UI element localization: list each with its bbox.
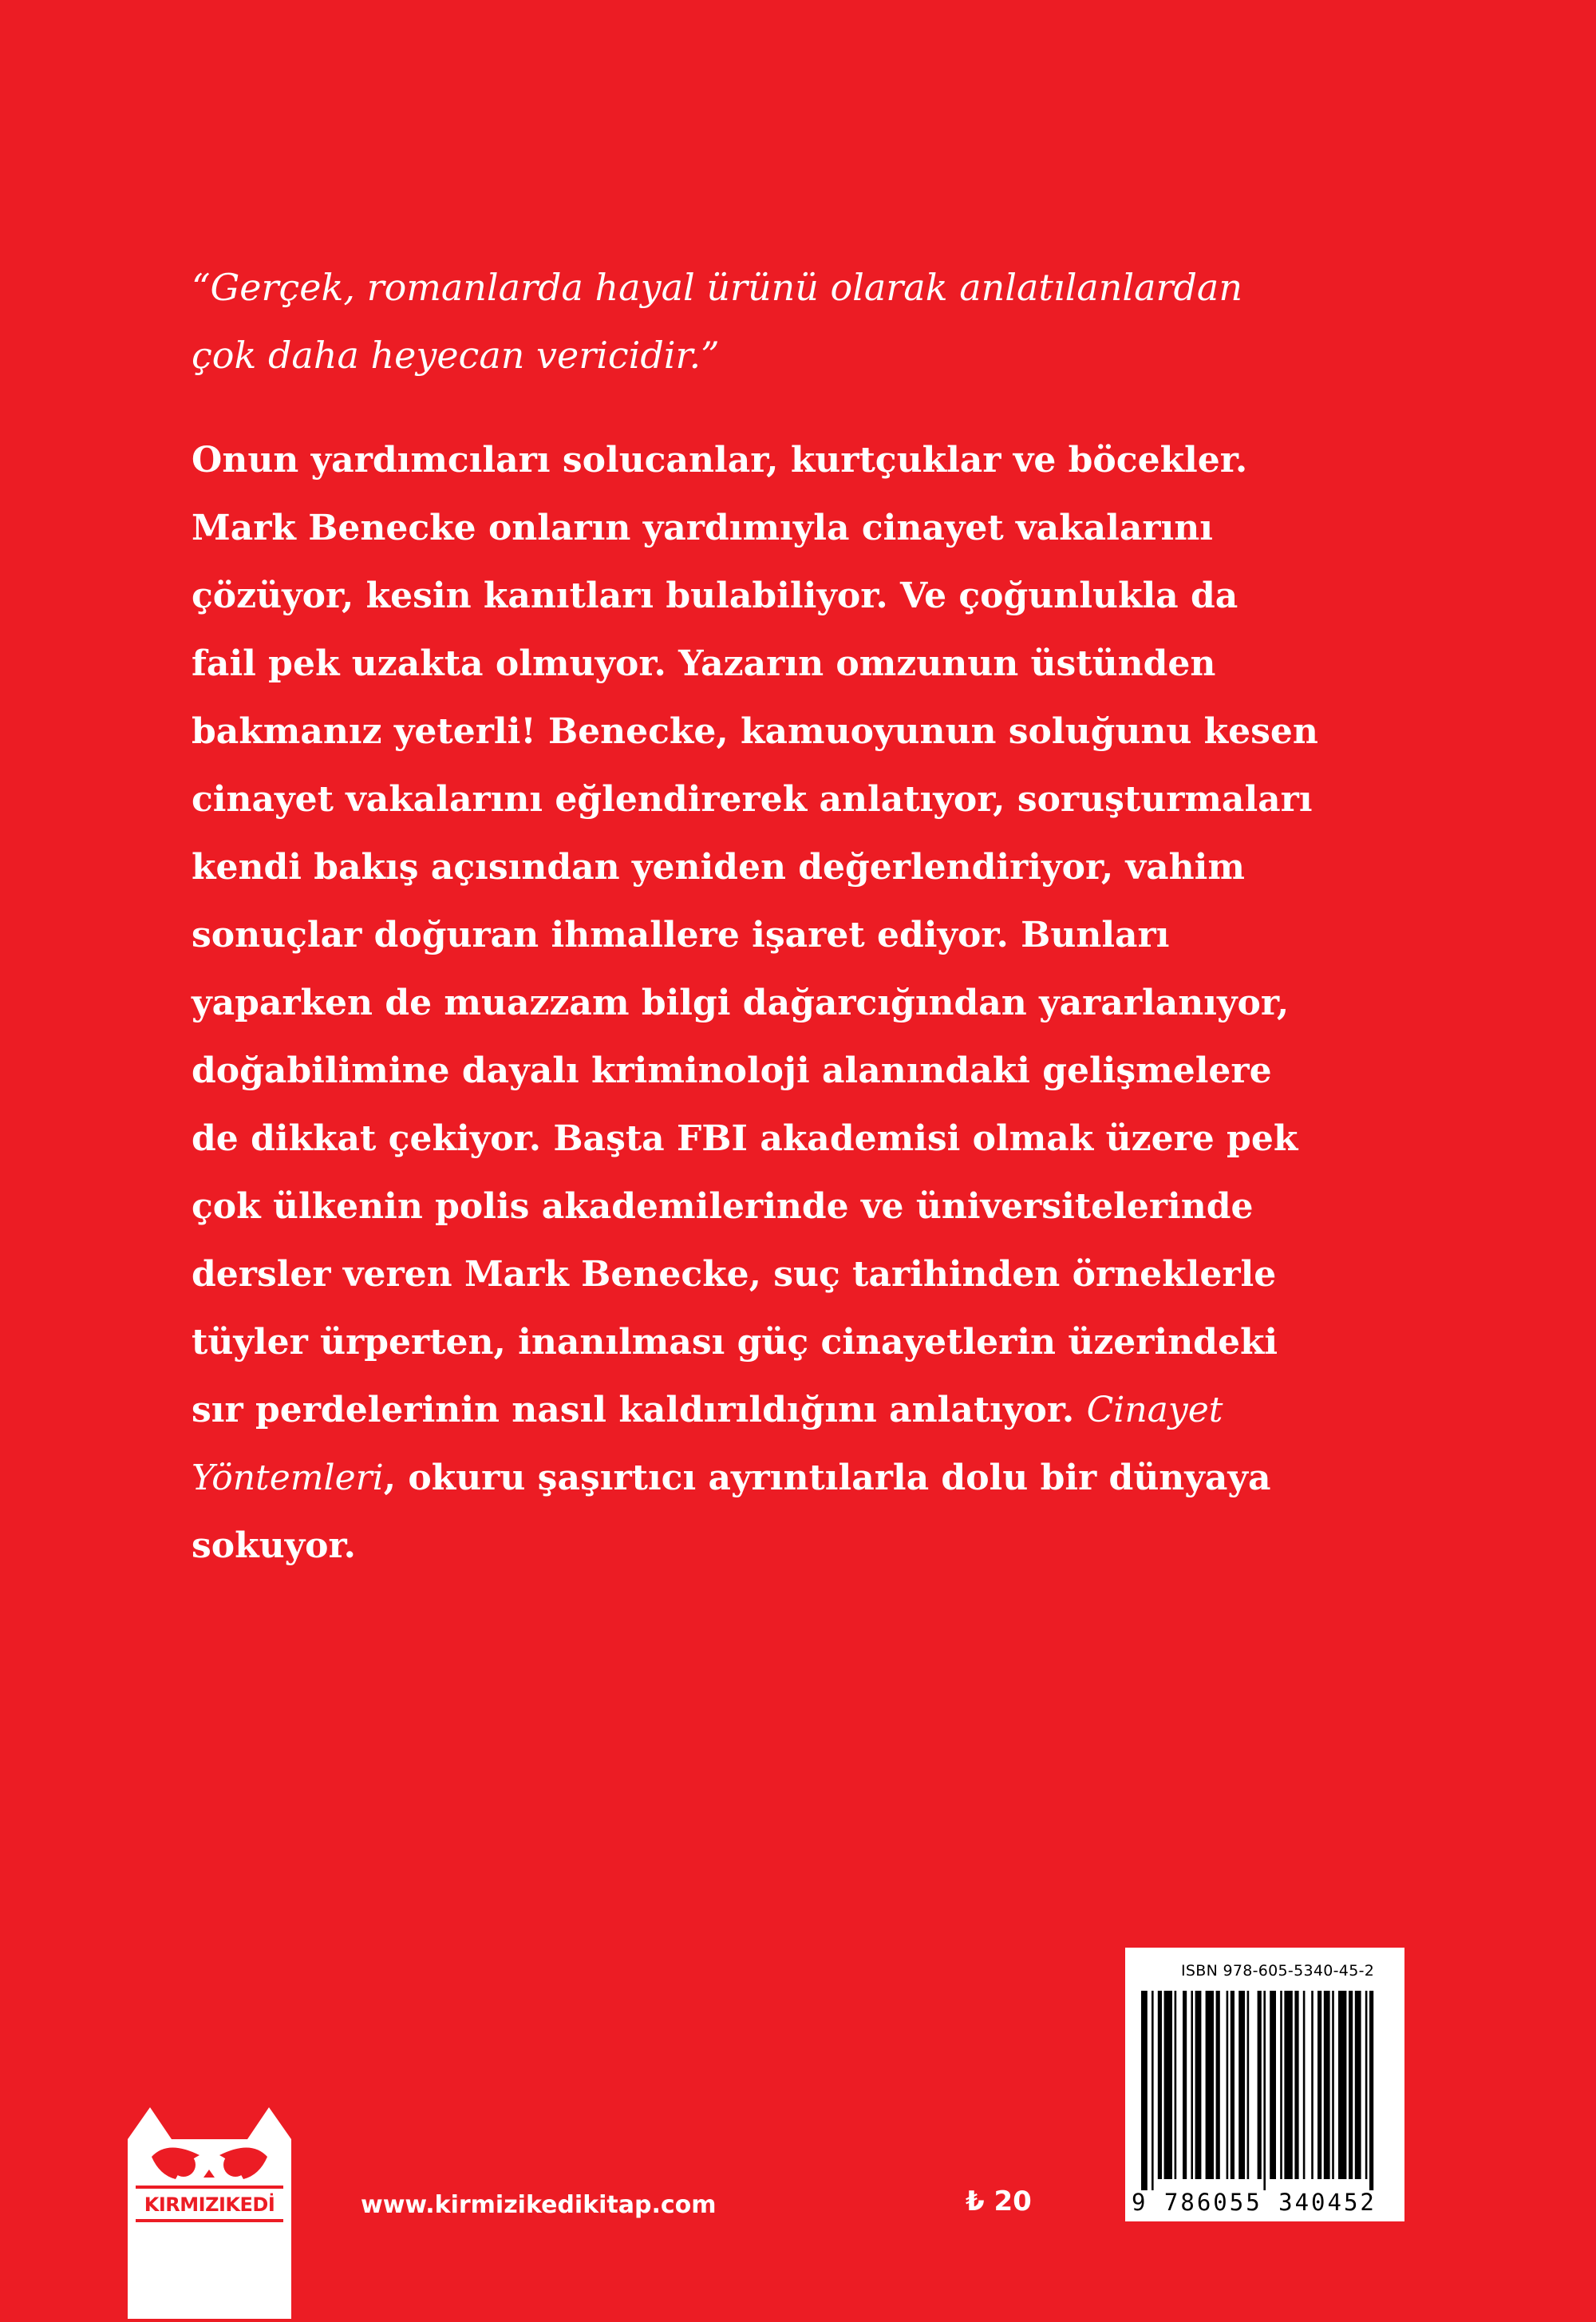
barcode-bar: [1332, 1991, 1334, 2179]
blurb-line: de dikkat çekiyor. Başta FBI akademisi olmak üzere pek: [192, 1118, 1298, 1159]
barcode-bar: [1338, 1991, 1346, 2179]
blurb-line: fail pek uzakta olmuyor. Yazarın omzunun üstünden: [192, 643, 1216, 684]
barcode-bar: [1164, 1991, 1172, 2179]
barcode-bar: [1365, 1991, 1368, 2179]
barcode-bar: [1369, 1991, 1373, 2190]
barcode-bar: [1317, 1991, 1321, 2179]
publisher-website: www.kirmizikedikitap.com: [361, 2191, 717, 2219]
quote-line: “Gerçek, romanlarda hayal ürünü olarak anlatılanlardan: [192, 266, 1242, 309]
isbn-barcode: [1125, 1948, 1404, 2221]
blurb-line: yaparken de muazzam bilgi dağarcığından yararlanıyor,: [192, 983, 1290, 1023]
blurb-line: tüyler ürperten, inanılması güç cinayetlerin üzerindeki: [192, 1322, 1278, 1363]
barcode-bar: [1238, 1991, 1245, 2179]
barcode-bar: [1141, 1991, 1148, 2190]
blurb-line: çok ülkenin polis akademilerinde ve üniversitelerinde: [192, 1186, 1254, 1227]
barcode-bar: [1294, 1991, 1298, 2179]
barcode-icon: [1141, 1991, 1389, 2190]
barcode-bar: [1175, 1991, 1177, 2179]
blurb-line: çözüyor, kesin kanıtları bulabiliyor. Ve çoğunlukla da: [192, 576, 1238, 616]
barcode-bar: [1191, 1991, 1193, 2179]
blurb-line-text: , okuru şaşırtıcı ayrıntılarla dolu bir dünyaya: [383, 1458, 1271, 1498]
blurb-line: [192, 1444, 1468, 1512]
blurb-line: Onun yardımcıları solucanlar, kurtçuklar ve böcekler.: [192, 440, 1248, 481]
barcode-bar: [1206, 1991, 1214, 2179]
barcode-bar: [1152, 1991, 1154, 2190]
blurb-line: Mark Benecke onların yardımıyla cinayet vakalarını: [192, 508, 1213, 548]
blurb-line: kendi bakış açısından yeniden değerlendiriyor, vahim: [192, 847, 1245, 888]
barcode-bar: [1355, 1991, 1361, 2179]
barcode-bar: [1284, 1991, 1292, 2179]
barcode-bar: [1216, 1991, 1220, 2179]
barcode-bar: [1303, 1991, 1306, 2179]
blurb-line: bakmanız yeterli! Benecke, kamuoyunun soluğunu kesen: [192, 711, 1318, 752]
barcode-bar: [1183, 1991, 1187, 2179]
barcode-bar: [1258, 1991, 1262, 2179]
barcode-bar: [1349, 1991, 1353, 2179]
blurb-line-text: sır perdelerinin nasıl kaldırıldığını anlatıyor.: [192, 1390, 1087, 1430]
blurb-line: sonuçlar doğuran ihmallere işaret ediyor. Bunları: [192, 915, 1170, 955]
quote-line: çok daha heyecan vericidir.”: [192, 334, 720, 377]
barcode-bar: [1263, 1991, 1266, 2190]
blurb-line: doğabilimine dayalı kriminoloji alanındaki gelişmelere: [192, 1050, 1272, 1091]
barcode-digits: 9 786055 340452: [1132, 2189, 1377, 2216]
price-label: ₺ 20: [966, 2186, 1032, 2217]
blurb-line: sokuyor.: [192, 1525, 356, 1566]
book-title: Yöntemleri: [192, 1458, 384, 1498]
barcode-bar: [1280, 1991, 1282, 2179]
barcode-bar: [1311, 1991, 1314, 2179]
blurb-line: [192, 1376, 1468, 1444]
blurb: [192, 426, 1468, 1580]
pull-quote: [192, 254, 1436, 390]
barcode-bar: [1270, 1991, 1276, 2179]
barcode-bar: [1195, 1991, 1202, 2179]
publisher-name: KIRMIZIKEDİ: [144, 2193, 275, 2216]
barcode-bar: [1247, 1991, 1250, 2179]
barcode-bar: [1324, 1991, 1330, 2179]
publisher-logo: [128, 2107, 291, 2319]
isbn-number: ISBN 978-605-5340-45-2: [1181, 1962, 1375, 1980]
barcode-bar: [1158, 1991, 1162, 2179]
blurb-line: dersler veren Mark Benecke, suç tarihinden örneklerle: [192, 1254, 1277, 1295]
barcode-bar: [1231, 1991, 1235, 2179]
barcode-bar: [1227, 1991, 1229, 2179]
blurb-line: cinayet vakalarını eğlendirerek anlatıyor, soruşturmaları: [192, 779, 1313, 820]
book-title: Cinayet: [1086, 1390, 1223, 1430]
